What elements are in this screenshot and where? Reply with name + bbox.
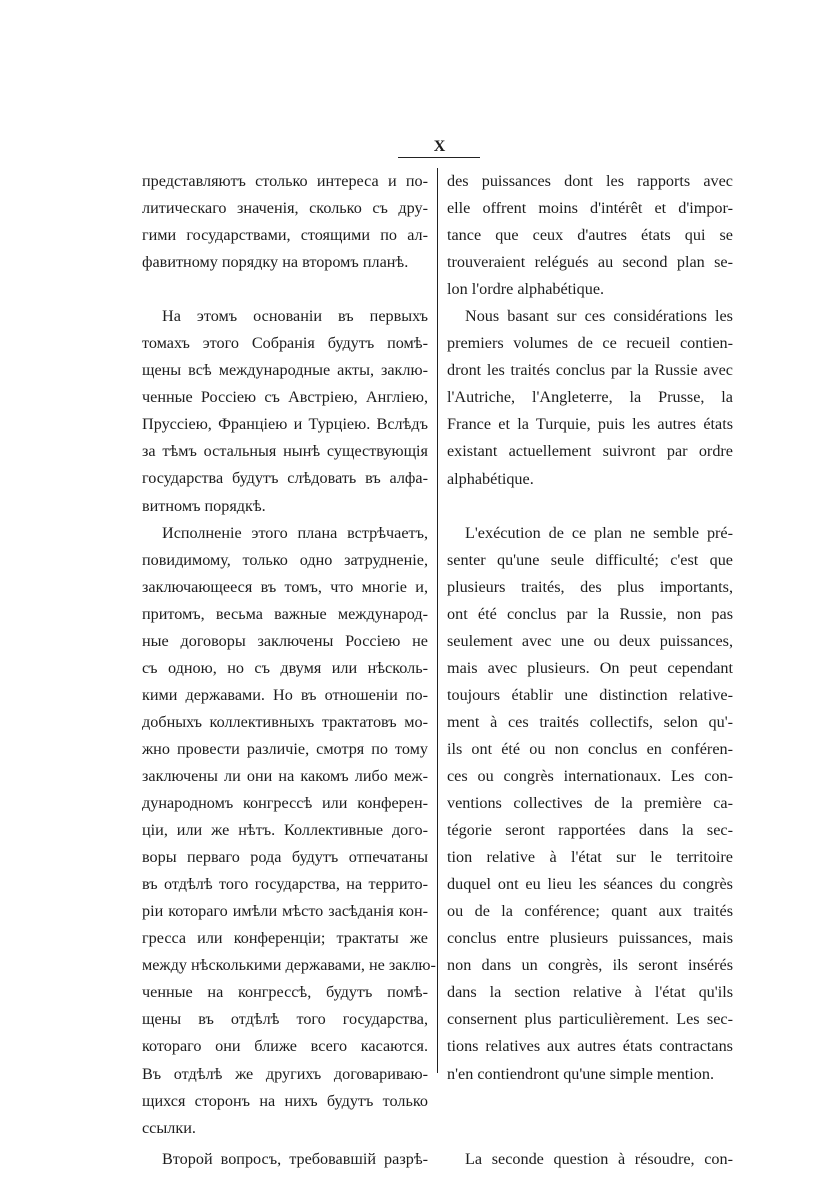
text-line: conclus entre plusieurs puissances, mais	[447, 929, 733, 948]
russian-column	[142, 168, 436, 1173]
text-line: кими державами. Но въ отношеніи по-	[142, 685, 428, 704]
text-line: витномъ порядкѣ.	[142, 496, 266, 515]
text-line: ные договоры заключены Россіею не	[142, 631, 428, 650]
text-line: elle offrent moins d'intérêt et d'impor-	[447, 199, 733, 218]
text-line: L'exécution de ce plan ne semble pré-	[465, 523, 733, 542]
french-paragraph-1	[447, 168, 733, 303]
text-line: воры перваго рода будутъ отпечатаны	[142, 848, 428, 867]
text-line: La seconde question à résoudre, con-	[465, 1149, 733, 1168]
text-line: щихся сторонъ на нихъ будутъ только	[142, 1091, 428, 1110]
text-line: Исполненіе этого плана встрѣчаетъ,	[162, 523, 428, 542]
text-line: ченные Россіею съ Австріею, Англіею,	[142, 388, 428, 407]
text-line: Въ отдѣлѣ же другихъ договариваю-	[142, 1064, 428, 1083]
text-line: ont été conclus par la Russie, non pas	[447, 604, 733, 623]
page-number: X	[433, 138, 447, 155]
text-line: гими государствами, стоящими по ал-	[142, 226, 428, 245]
text-line: заключены ли они на какомъ либо меж-	[142, 766, 428, 785]
text-line: ціи, или же нѣтъ. Коллективные дого-	[142, 821, 428, 840]
text-line: представляютъ столько интереса и по-	[142, 172, 428, 190]
text-line: гресса или конференціи; трактаты же	[142, 929, 428, 948]
text-line: Nous basant sur ces considérations les	[465, 307, 733, 326]
text-line: alphabétique.	[447, 469, 534, 488]
text-line: n'en contiendront qu'une simple mention.	[447, 1064, 715, 1083]
text-line: plusieurs traités, des plus importants,	[447, 577, 733, 596]
text-line: государства будутъ слѣдовать въ алфа-	[142, 469, 428, 488]
text-line: dront les traités conclus par la Russie avec	[447, 361, 733, 380]
russian-paragraph-3	[142, 520, 436, 1142]
text-line: seulement avec une ou deux puissances,	[447, 631, 733, 650]
text-line: На этомъ основаніи въ первыхъ	[162, 307, 428, 326]
text-line: tégorie seront rapportées dans la sec-	[447, 821, 733, 840]
text-line: фавитному порядку на второмъ планѣ.	[142, 253, 409, 272]
text-line: ченные на конгрессѣ, будутъ помѣ-	[142, 983, 428, 1002]
text-line: между нѣсколькими державами, не заклю-	[142, 956, 436, 975]
text-line: добныхъ коллективныхъ трактатовъ мо-	[142, 712, 428, 731]
text-line: dans la section relative à l'état qu'ils	[447, 983, 733, 1002]
text-line: Пруссіею, Франціею и Турціею. Вслѣдъ	[142, 415, 428, 434]
russian-paragraph-2	[142, 303, 428, 519]
text-line: consernent plus particulièrement. Les sec-	[447, 1010, 733, 1029]
text-line: ventions collectives de la première ca-	[447, 794, 733, 813]
text-line: съ одною, но съ двумя или нѣсколь-	[142, 658, 428, 677]
text-line: томахъ этого Собранія будутъ помѣ-	[142, 334, 428, 353]
text-line: ils ont été ou non conclus en conféren-	[447, 739, 733, 758]
french-paragraph-4	[447, 1146, 733, 1173]
text-line: жно провести различіе, смотря по тому	[142, 739, 428, 758]
text-line: des puissances dont les rapports avec	[447, 172, 733, 190]
text-line: Второй вопросъ, требовавшій разрѣ-	[162, 1149, 428, 1168]
text-line: tion relative à l'état sur le territoire	[447, 848, 733, 867]
text-line: tance que ceux d'autres états qui se	[447, 226, 733, 245]
text-line: въ отдѣлѣ того государства, на террито-	[142, 875, 428, 894]
text-line: ссылки.	[142, 1118, 196, 1137]
french-paragraph-3	[447, 520, 733, 1088]
text-line: senter qu'une seule difficulté; c'est que	[447, 550, 733, 569]
text-line: mais avec plusieurs. On peut cependant	[447, 658, 733, 677]
text-line: premiers volumes de ce recueil contien-	[447, 334, 733, 353]
text-line: duquel ont eu lieu les séances du congrès	[447, 875, 733, 894]
text-line: l'Autriche, l'Angleterre, la Prusse, la	[447, 388, 733, 407]
text-line: ou de la conférence; quant aux traités	[447, 902, 733, 921]
text-line: щены въ отдѣлѣ того государства,	[142, 1010, 428, 1029]
text-line: дународномъ конгрессѣ или конферен-	[142, 794, 428, 813]
text-line: tions relatives aux autres états contractans	[447, 1037, 733, 1056]
text-line: non dans un congrès, ils seront insérés	[447, 956, 733, 975]
text-line: toujours établir une distinction relative-	[447, 685, 733, 704]
russian-paragraph-1	[142, 168, 428, 276]
text-line: existant actuellement suivront par ordre	[447, 442, 733, 461]
header-rule	[398, 157, 480, 158]
text-line: заключающееся въ томъ, что многіе и,	[142, 577, 428, 596]
text-line: France et la Turquie, puis les autres états	[447, 415, 733, 434]
text-line: литическаго значенія, сколько съ дру-	[142, 199, 428, 218]
text-line: ment à ces traités collectifs, selon qu'-	[447, 712, 733, 731]
text-line: за тѣмъ остальныя нынѣ существующія	[142, 442, 428, 461]
text-line: ces ou congrès internationaux. Les con-	[447, 766, 733, 785]
text-line: щены всѣ международные акты, заклю-	[142, 361, 428, 380]
column-divider	[437, 168, 438, 1073]
text-line: повидимому, только одно затрудненіе,	[142, 550, 428, 569]
text-line: lon l'ordre alphabétique.	[447, 280, 605, 299]
french-paragraph-2	[447, 303, 733, 492]
text-line: притомъ, весьма важные международ-	[142, 604, 428, 623]
text-line: trouveraient relégués au second plan se-	[447, 253, 733, 272]
text-line: котораго они ближе всего касаются.	[142, 1037, 428, 1056]
russian-paragraph-4	[142, 1146, 428, 1173]
text-line: ріи котораго имѣли мѣсто засѣданія кон-	[142, 902, 428, 921]
french-column	[447, 168, 733, 1173]
